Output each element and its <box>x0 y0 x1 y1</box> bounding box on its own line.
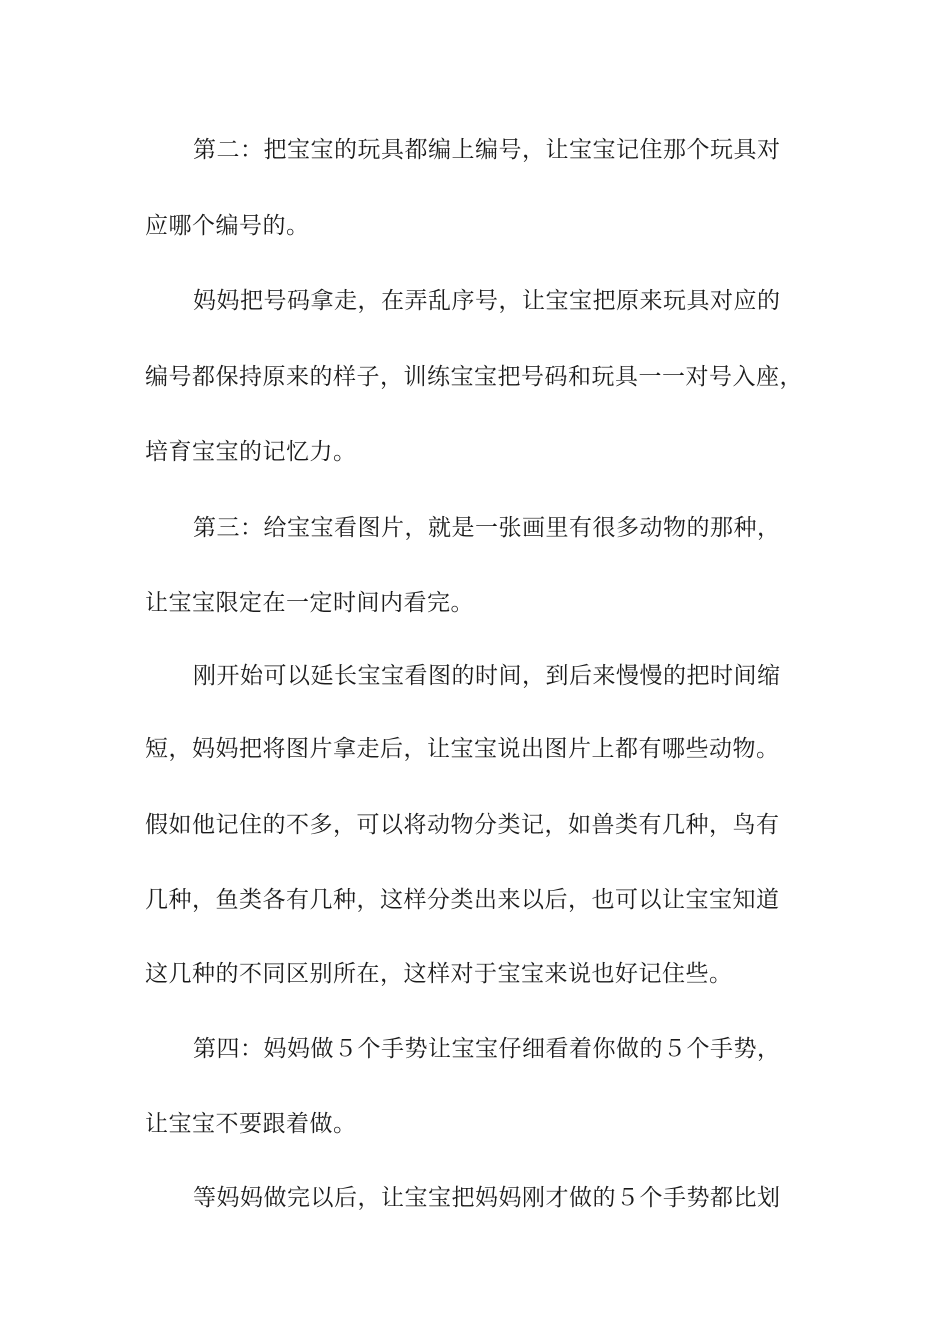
text-line: 等妈妈做完以后，让宝宝把妈妈刚才做的５个手势都比划 <box>193 1185 781 1211</box>
text-line: 刚开始可以延长宝宝看图的时间，到后来慢慢的把时间缩 <box>193 663 781 689</box>
text-line: 应哪个编号的。 <box>145 213 310 239</box>
text-line: 几种，鱼类各有几种，这样分类出来以后，也可以让宝宝知道 <box>145 887 780 913</box>
text-line: 编号都保持原来的样子，训练宝宝把号码和玩具一一对号入座， <box>145 364 803 390</box>
text-line: 第二：把宝宝的玩具都编上编号，让宝宝记住那个玩具对 <box>193 137 781 163</box>
text-line: 这几种的不同区别所在，这样对于宝宝来说也好记住些。 <box>145 961 733 987</box>
text-line: 假如他记住的不多，可以将动物分类记，如兽类有几种，鸟有 <box>145 812 780 838</box>
text-line: 让宝宝不要跟着做。 <box>145 1111 357 1137</box>
text-line: 第四：妈妈做５个手势让宝宝仔细看着你做的５个手势， <box>193 1036 781 1062</box>
text-line: 让宝宝限定在一定时间内看完。 <box>145 590 474 616</box>
text-line: 短，妈妈把将图片拿走后，让宝宝说出图片上都有哪些动物。 <box>145 736 780 762</box>
text-line: 妈妈把号码拿走，在弄乱序号，让宝宝把原来玩具对应的 <box>193 288 781 314</box>
text-line: 培育宝宝的记忆力。 <box>145 439 357 465</box>
text-line: 第三：给宝宝看图片，就是一张画里有很多动物的那种， <box>193 515 781 541</box>
